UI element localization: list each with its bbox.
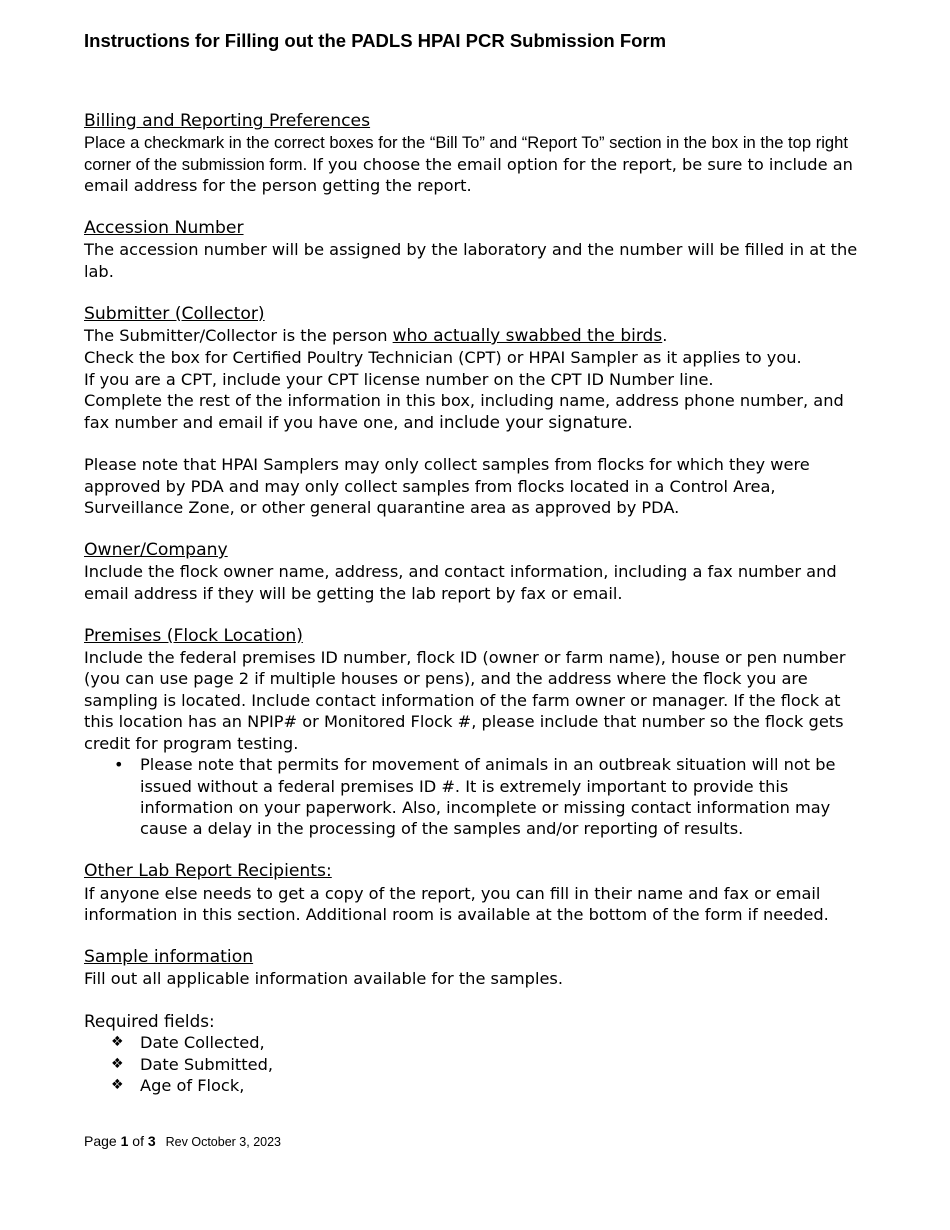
diamond-bullet-icon: ❖: [111, 1034, 124, 1051]
page-word: Page: [84, 1133, 121, 1149]
required-item: [111, 1032, 866, 1053]
diamond-bullet-icon: ❖: [111, 1077, 124, 1094]
owner-text: Include the flock owner name, address, and contact information, including a fax number and email address if they will be getting the lab report by fax or email.: [84, 562, 837, 603]
sample-heading: Sample information: [84, 946, 254, 967]
required-item-label: Date Collected,: [140, 1033, 265, 1053]
required-list: [84, 1032, 866, 1096]
of-word: of: [128, 1133, 148, 1149]
submitter-line-1-suffix: .: [662, 326, 668, 346]
section-required: [84, 1011, 866, 1097]
diamond-bullet-icon: ❖: [111, 1055, 124, 1072]
other-recipients-heading: Other Lab Report Recipients:: [84, 861, 332, 882]
accession-heading: Accession Number: [84, 218, 244, 239]
submitter-line-1-prefix: The Submitter/Collector is the person: [84, 326, 393, 346]
section-submitter: [84, 304, 866, 433]
section-sample: [84, 947, 866, 990]
signature-emphasis: include your signature.: [439, 411, 633, 432]
premises-heading: Premises (Flock Location): [84, 625, 303, 646]
premises-bullet-list: [84, 754, 866, 840]
document-title: Instructions for Filling out the PADLS HPAI PCR Submission Form: [84, 30, 667, 51]
premises-bullet: • Please note that permits for movement of animals in an outbreak situation will not be issued without a federal premises ID #. It is extremely important to provide this information on your paperwork. Also, incomplete or missing contact information may cause a delay in the processing of the samples and/or reporting of results.: [140, 754, 866, 840]
premises-text: Include the federal premises ID number, flock ID (owner or farm name), house or pen number (you can use page 2 if multiple houses or pens), and the address where the flock you are sampling is located. Include contact information of the farm owner or manager. If the flock at this location has an NPIP# or Monitored Flock #, please include that number so the flock gets credit for program testing.: [84, 648, 846, 753]
billing-text-a: Place a checkmark in the correct boxes for the “Bill To” and “Report To” section in the box in the top right corner of the submission form.: [84, 133, 848, 174]
required-item-label: Date Submitted,: [140, 1054, 273, 1074]
required-label: Required fields:: [84, 1010, 215, 1031]
section-owner: [84, 540, 866, 604]
section-sampler-note: [84, 454, 866, 518]
submitter-line-4: [84, 390, 866, 433]
page-current: 1: [120, 1133, 129, 1149]
submitter-line-3: If you are a CPT, include your CPT license number on the CPT ID Number line.: [84, 369, 714, 389]
submitter-line-1: [84, 325, 866, 347]
billing-text-b: If you choose the email option for the report, be sure to include an email address for the person getting the report.: [84, 154, 853, 196]
billing-heading: Billing and Reporting Preferences: [84, 111, 371, 131]
page-total: 3: [147, 1133, 156, 1149]
section-billing: [84, 111, 866, 197]
section-accession: [84, 218, 866, 282]
section-premises: [84, 626, 866, 840]
billing-text: [84, 132, 866, 196]
section-other-recipients: [84, 861, 866, 925]
other-recipients-text: If anyone else needs to get a copy of the report, you can fill in their name and fax or email information in this section. Additional room is available at the bottom of the form if needed.: [84, 883, 829, 924]
submitter-line-4-prefix: Complete the rest of the information in this box, including name, address phone number, and fax number and email if you have one, and: [84, 391, 844, 432]
owner-heading: Owner/Company: [84, 540, 228, 561]
page-footer: [84, 1133, 281, 1149]
sample-text: Fill out all applicable information available for the samples.: [84, 969, 563, 989]
required-item: [111, 1075, 866, 1096]
required-item: [111, 1054, 866, 1075]
submitter-heading: Submitter (Collector): [84, 303, 265, 324]
document-body: [84, 111, 866, 1097]
sampler-note: Please note that HPAI Samplers may only collect samples from flocks for which they were approved by PDA and may only collect samples from flocks located in a Control Area, Surveillance Zone, or other general quarantine area as approved by PDA.: [84, 455, 810, 518]
submitter-emphasis: who actually swabbed the birds: [392, 326, 663, 347]
submitter-line-2: Check the box for Certified Poultry Technician (CPT) or HPAI Sampler as it applies to you.: [84, 348, 802, 368]
accession-text: The accession number will be assigned by the laboratory and the number will be filled in at the lab.: [84, 240, 858, 281]
required-item-label: Age of Flock,: [140, 1076, 245, 1096]
revision-date: Rev October 3, 2023: [165, 1135, 282, 1149]
